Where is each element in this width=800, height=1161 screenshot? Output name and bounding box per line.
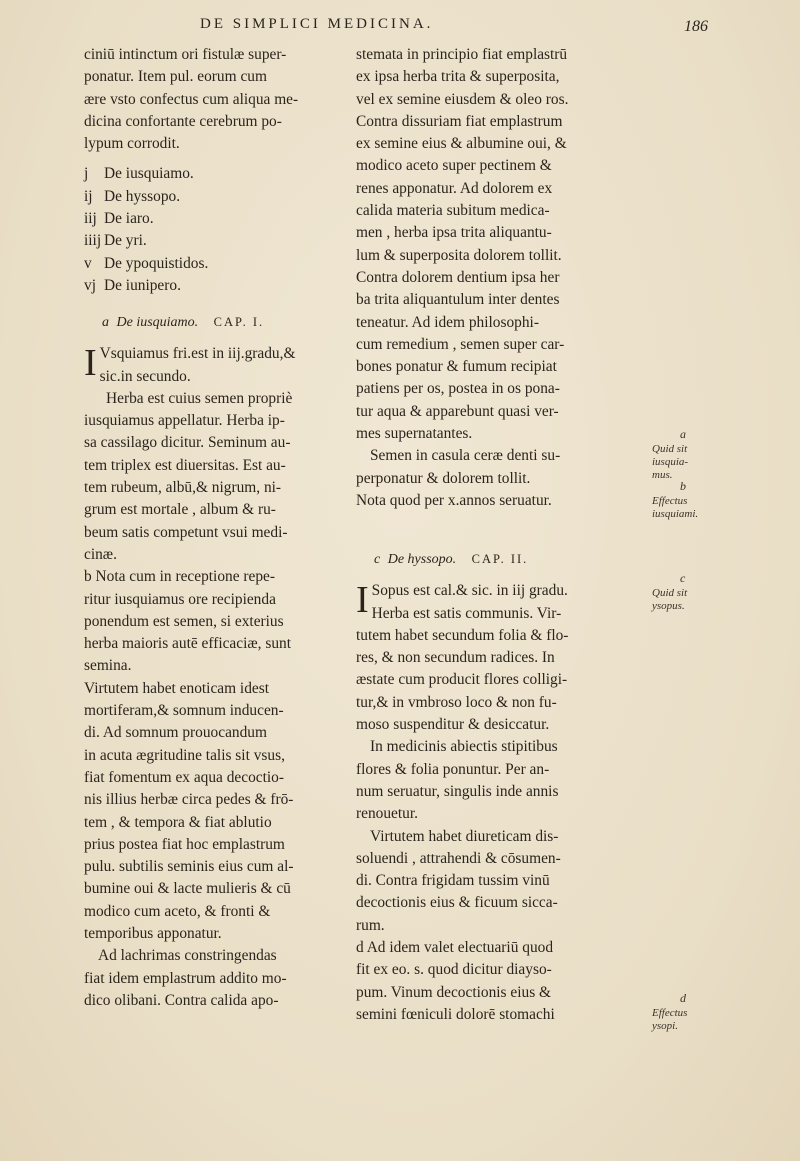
marginal-note-d	[652, 992, 732, 1033]
text-line: pum. Vinum decoctionis eius &	[356, 983, 552, 1001]
note-line: Quid sit	[652, 443, 688, 455]
text-line: vel ex semine eiusdem & oleo ros.	[356, 90, 569, 108]
text-line: sic.in secundo.	[99, 367, 191, 385]
text-line: dico olibani. Contra calida apo-	[84, 991, 279, 1009]
chapter-list	[84, 163, 349, 297]
text-line: perponatur & dolorem tollit.	[356, 469, 531, 487]
marginal-note-a	[652, 428, 732, 482]
continued-paragraph	[356, 44, 646, 512]
text-line: nis illius herbæ circa pedes & frō-	[84, 791, 294, 809]
drop-capital: I	[356, 579, 369, 622]
chapter-number: iij	[84, 210, 97, 228]
note-letter: b	[680, 479, 686, 493]
chapter-name: De hyssopo.	[387, 552, 457, 568]
text-line: fit ex eo. s. quod dicitur diayso-	[356, 961, 552, 979]
chapter-label: CAP. II.	[471, 552, 529, 567]
text-line: pulu. subtilis seminis eius cum al-	[84, 858, 294, 876]
text-line: tutem habet secundum folia & flo-	[356, 626, 569, 644]
text-line: Sopus est cal.& sic. in iij gradu.	[371, 582, 568, 600]
text-line: cinæ.	[84, 545, 117, 563]
text-line: tem triplex est diuersitas. Est au-	[84, 456, 286, 474]
chapter-name: De iusquiamo.	[116, 315, 199, 331]
note-line: ysopi.	[652, 1020, 678, 1032]
chapter-title: De hyssopo.	[104, 187, 181, 205]
drop-capital: I	[84, 342, 97, 385]
text-line: Herba est cuius semen propriè	[106, 389, 293, 407]
text-line: flores & folia ponuntur. Per an-	[356, 760, 550, 778]
chapter-list-item	[84, 208, 349, 230]
text-line: ponendum est semen, si exterius	[84, 612, 284, 630]
text-line: in acuta ægritudine talis sit vsus,	[84, 746, 285, 764]
chapter-title: De ypoquistidos.	[104, 254, 209, 272]
chapter-list-item	[84, 186, 349, 208]
text-line: fiat fomentum ex aqua decoctio-	[84, 768, 284, 786]
chapter-list-item	[84, 230, 349, 252]
note-line: Quid sit	[652, 587, 688, 599]
text-line: num seruatur, singulis inde annis	[356, 782, 559, 800]
note-mark: c	[374, 552, 381, 568]
note-line: iusquia-	[652, 456, 689, 468]
text-line: beum satis competunt vsui medi-	[84, 523, 288, 541]
text-line: lum & superposita dolorem tollit.	[356, 246, 562, 264]
text-line: herba maioris autē efficaciæ, sunt	[84, 635, 291, 653]
text-line: ære vsto confectus cum aliqua me-	[84, 90, 299, 108]
text-line: Nota quod per x.annos seruatur.	[356, 491, 552, 509]
text-line: ex semine eius & albumine oui, &	[356, 135, 567, 153]
chapter-heading-2	[356, 548, 646, 572]
text-line: moso suspenditur & desiccatur.	[356, 716, 550, 734]
text-line: Vsquiamus fri.est in iij.gradu,&	[99, 345, 296, 363]
note-letter: c	[680, 571, 686, 585]
text-line: tur aqua & apparebunt quasi ver-	[356, 402, 559, 420]
chapter-number: v	[84, 254, 92, 272]
chapter-title: De iusquiamo.	[104, 165, 194, 183]
text-line: cum remedium , semen super car-	[356, 335, 565, 353]
text-line: ponatur. Item pul. eorum cum	[84, 68, 267, 86]
chapter-list-item	[84, 253, 349, 275]
text-line: bones ponatur & fumum recipiat	[356, 358, 557, 376]
text-line: tem , & tempora & fiat ablutio	[84, 813, 272, 831]
text-line: men , herba ipsa trita aliquantu-	[356, 224, 552, 242]
marginal-note-b	[652, 480, 732, 521]
chapter-number: iiij	[84, 232, 102, 250]
chapter-number: ij	[84, 187, 93, 205]
text-line: soluendi , attrahendi & cōsumen-	[356, 849, 561, 867]
text-line: semina.	[84, 657, 132, 675]
text-line: tur,& in vmbroso loco & non fu-	[356, 693, 557, 711]
chapter-label: CAP. I.	[213, 315, 265, 330]
chapter-heading-1	[84, 311, 349, 335]
text-line: rum.	[356, 916, 385, 934]
text-line: decoctionis eius & ficuum sicca-	[356, 894, 558, 912]
chapter-body-1	[84, 343, 349, 1012]
text-line: iusquiamus appellatur. Herba ip-	[84, 412, 285, 430]
note-mark: a	[102, 315, 109, 331]
text-line: patiens per os, postea in os pona-	[356, 380, 560, 398]
intro-paragraph	[84, 44, 349, 155]
text-line: renes apponatur. Ad dolorem ex	[356, 179, 553, 197]
chapter-number: vj	[84, 276, 96, 294]
chapter-body-2	[356, 580, 646, 1026]
note-line: ysopus.	[652, 600, 685, 612]
text-line: modico aceto super pectinem &	[356, 157, 552, 175]
text-line: b Nota cum in receptione repe-	[84, 568, 276, 586]
right-column	[356, 44, 646, 1026]
text-line: ritur iusquiamus ore recipienda	[84, 590, 276, 608]
text-line: Semen in casula ceræ denti su-	[370, 447, 561, 465]
text-line: tem rubeum, albū,& nigrum, ni-	[84, 479, 282, 497]
note-line: Effectus	[652, 495, 688, 507]
text-line: lypum corrodit.	[84, 135, 180, 153]
text-line: teneatur. Ad idem philosophi-	[356, 313, 539, 331]
text-line: res, & non secundum radices. In	[356, 649, 555, 667]
text-line: prius postea fiat hoc emplastrum	[84, 835, 285, 853]
text-line: Ad lachrimas constringendas	[98, 947, 277, 965]
text-line: fiat idem emplastrum addito mo-	[84, 969, 287, 987]
note-line: Effectus	[652, 1007, 688, 1019]
text-line: grum est mortale , album & ru-	[84, 501, 276, 519]
text-line: Herba est satis communis. Vir-	[371, 604, 562, 622]
text-line: d Ad idem valet electuariū quod	[356, 938, 554, 956]
text-line: æstate cum producit flores colligi-	[356, 671, 568, 689]
text-line: di. Ad somnum prouocandum	[84, 724, 267, 742]
running-title: DE SIMPLICI MEDICINA.	[200, 16, 434, 32]
chapter-list-item	[84, 275, 349, 297]
left-column	[84, 44, 349, 1012]
marginal-note-c	[652, 572, 732, 613]
text-line: Contra dissuriam fiat emplastrum	[356, 112, 563, 130]
text-line: ciniū intinctum ori fistulæ super-	[84, 46, 287, 63]
page-number: 186	[684, 18, 708, 35]
text-line: ba trita aliquantulum inter dentes	[356, 291, 560, 309]
text-line: temporibus apponatur.	[84, 924, 222, 942]
text-line: renouetur.	[356, 805, 418, 823]
text-line: Virtutem habet enoticam idest	[84, 679, 269, 697]
note-line: iusquiami.	[652, 508, 699, 520]
text-line: modico cum aceto, & fronti &	[84, 902, 271, 920]
text-line: di. Contra frigidam tussim vinū	[356, 872, 550, 890]
note-letter: d	[680, 991, 686, 1005]
chapter-title: De iunipero.	[104, 276, 181, 294]
text-line: dicina confortante cerebrum po-	[84, 112, 282, 130]
text-line: mortiferam,& somnum inducen-	[84, 702, 284, 720]
text-line: calida materia subitum medica-	[356, 202, 550, 220]
text-line: Contra dolorem dentium ipsa her	[356, 268, 560, 286]
text-line: sa cassilago dicitur. Seminum au-	[84, 434, 291, 452]
text-line: bumine oui & lacte mulieris & cū	[84, 880, 291, 898]
chapter-list-item	[84, 163, 349, 185]
chapter-title: De yri.	[104, 232, 147, 250]
text-line: stemata in principio fiat emplastrū	[356, 46, 568, 63]
text-line: semini fœniculi dolorē stomachi	[356, 1005, 555, 1023]
text-line: Virtutem habet diureticam dis-	[370, 827, 559, 845]
text-line: mes supernatantes.	[356, 425, 473, 443]
note-letter: a	[680, 427, 686, 441]
chapter-title: De iaro.	[104, 210, 154, 228]
chapter-number: j	[84, 165, 89, 183]
text-line: In medicinis abiectis stipitibus	[370, 738, 558, 756]
text-line: ex ipsa herba trita & superposita,	[356, 68, 560, 86]
note-line: mus.	[652, 469, 673, 481]
